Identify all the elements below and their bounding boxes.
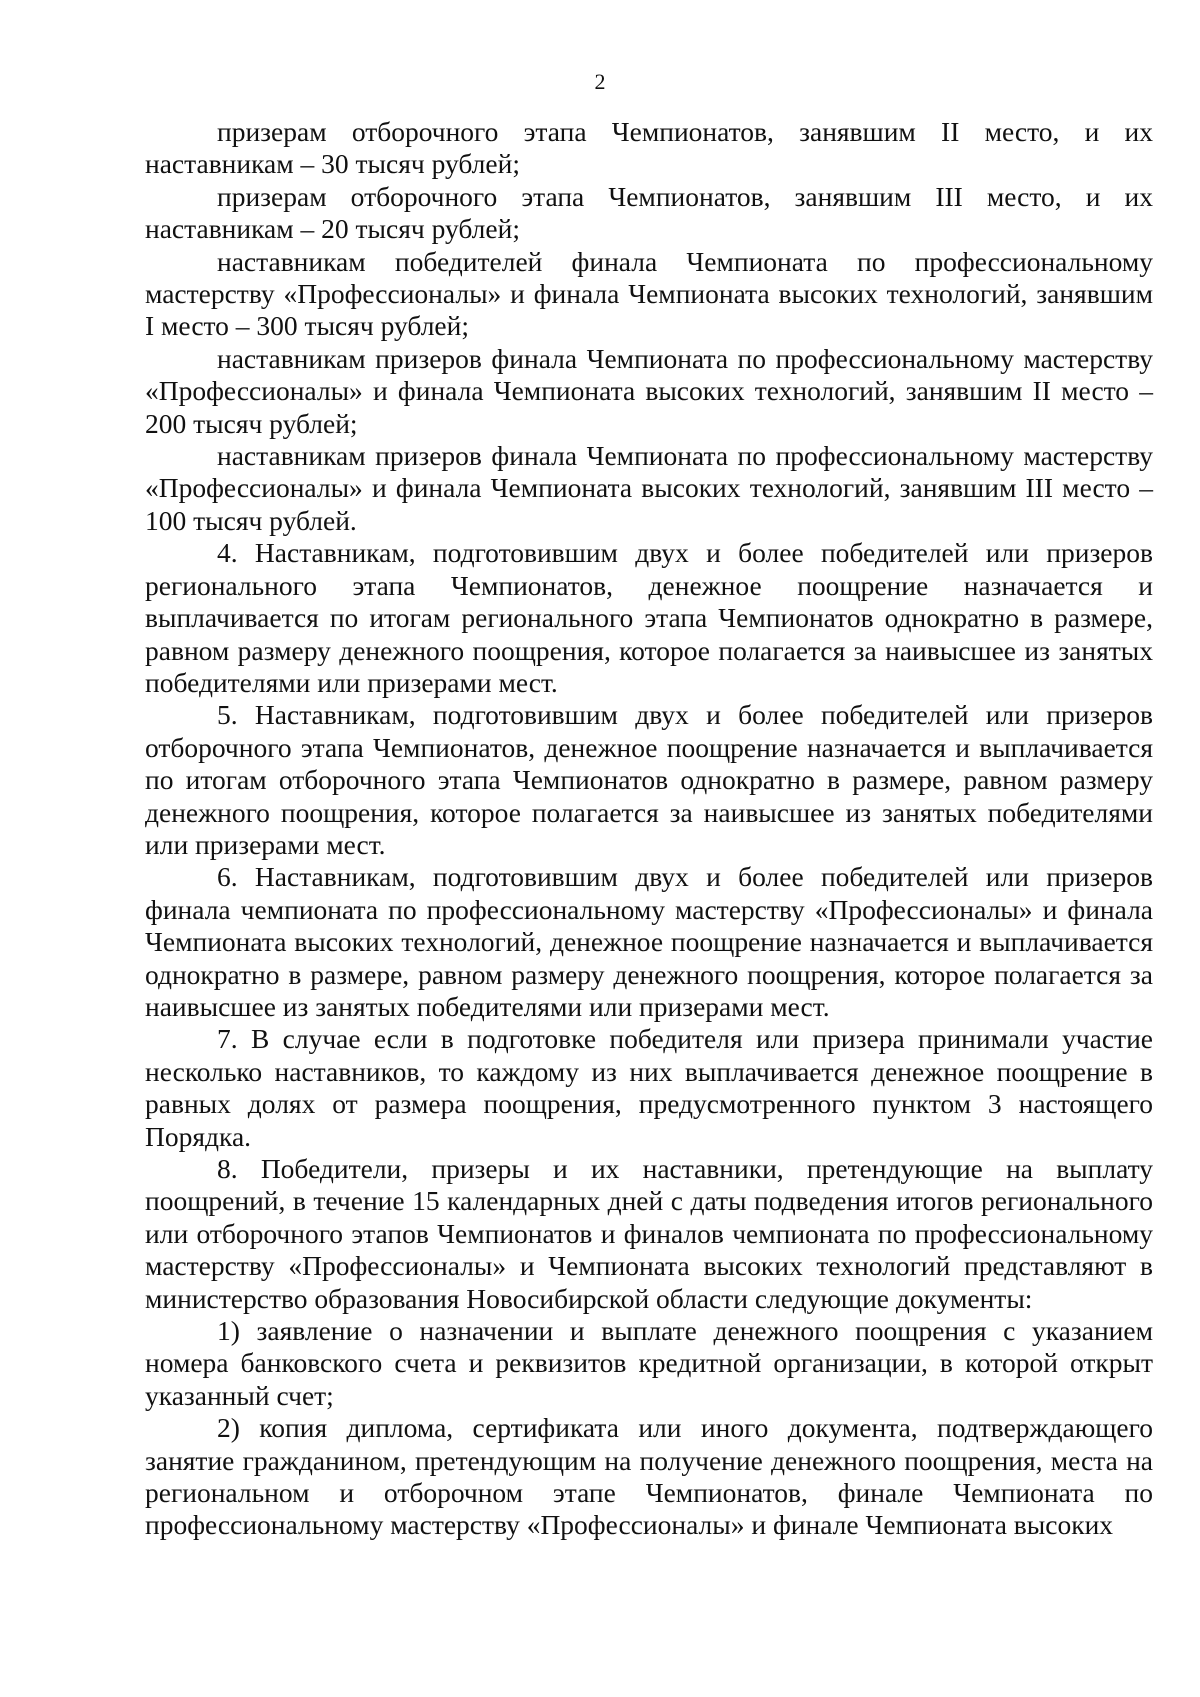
paragraph-item-5: 5. Наставникам, подготовившим двух и более победителей или призеров отборочного этапа Чемпионатов, денежное поощрение назначается и выплачивается по итогам отборочного этапа Чемпионатов однократно в размере, равном размеру денежного поощрения, которое полагается за наивысшее из занятых победителями или призерами мест. bbox=[145, 699, 1153, 860]
paragraph-subitem-2: 2) копия диплома, сертификата или иного документа, подтверждающего занятие гражданином, претендующим на получение денежного поощрения, места на региональном и отборочном этапе Чемпионатов, финале Чемпионата по профессиональному мастерству «Профессионалы» и финале Чемпионата высоких bbox=[145, 1412, 1153, 1541]
paragraph-item-7: 7. В случае если в подготовке победителя или призера принимали участие несколько наставников, то каждому из них выплачивается денежное поощрение в равных долях от размера поощрения, предусмотренного пунктом 3 настоящего Порядка. bbox=[145, 1023, 1153, 1152]
paragraph-subitem-1: 1) заявление о назначении и выплате денежного поощрения с указанием номера банковского счета и реквизитов кредитной организации, в которой открыт указанный счет; bbox=[145, 1315, 1153, 1411]
document-body bbox=[145, 116, 1153, 1542]
paragraph-item-4: 4. Наставникам, подготовившим двух и более победителей или призеров регионального этапа Чемпионатов, денежное поощрение назначается и выплачивается по итогам регионального этапа Чемпионатов однократно в размере, равном размеру денежного поощрения, которое полагается за наивысшее из занятых победителями или призерами мест. bbox=[145, 537, 1153, 698]
paragraph-prize-ii-place: призерам отборочного этапа Чемпионатов, занявшим II место, и их наставникам – 30 тысяч рублей; bbox=[145, 116, 1153, 180]
paragraph-mentors-ii-place-final: наставникам призеров финала Чемпионата по профессиональному мастерству «Профессионалы» и финала Чемпионата высоких технологий, занявшим II место – 200 тысяч рублей; bbox=[145, 342, 1153, 439]
paragraph-prize-iii-place: призерам отборочного этапа Чемпионатов, занявшим III место, и их наставникам – 20 тысяч рублей; bbox=[145, 180, 1153, 245]
paragraph-item-6: 6. Наставникам, подготовившим двух и более победителей или призеров финала чемпионата по профессиональному мастерству «Профессионалы» и финала Чемпионата высоких технологий, денежное поощрение назначается и выплачивается однократно в размере, равном размеру денежного поощрения, которое полагается за наивысшее из занятых победителями или призерами мест. bbox=[145, 861, 1153, 1022]
paragraph-mentors-iii-place-final: наставникам призеров финала Чемпионата по профессиональному мастерству «Профессионалы» и финала Чемпионата высоких технологий, занявшим III место – 100 тысяч рублей. bbox=[145, 440, 1153, 536]
paragraph-mentors-winners-final: наставникам победителей финала Чемпионата по профессиональному мастерству «Профессионалы» и финала Чемпионата высоких технологий, занявшим I место – 300 тысяч рублей; bbox=[145, 245, 1153, 342]
page-number: 2 bbox=[594, 69, 606, 94]
paragraph-item-8: 8. Победители, призеры и их наставники, претендующие на выплату поощрений, в течение 15 календарных дней с даты подведения итогов регионального или отборочного этапов Чемпионатов и финалов чемпионата по профессиональному мастерству «Профессионалы» и Чемпионата высоких технологий представляют в министерство образования Новосибирской области следующие документы: bbox=[145, 1153, 1153, 1314]
